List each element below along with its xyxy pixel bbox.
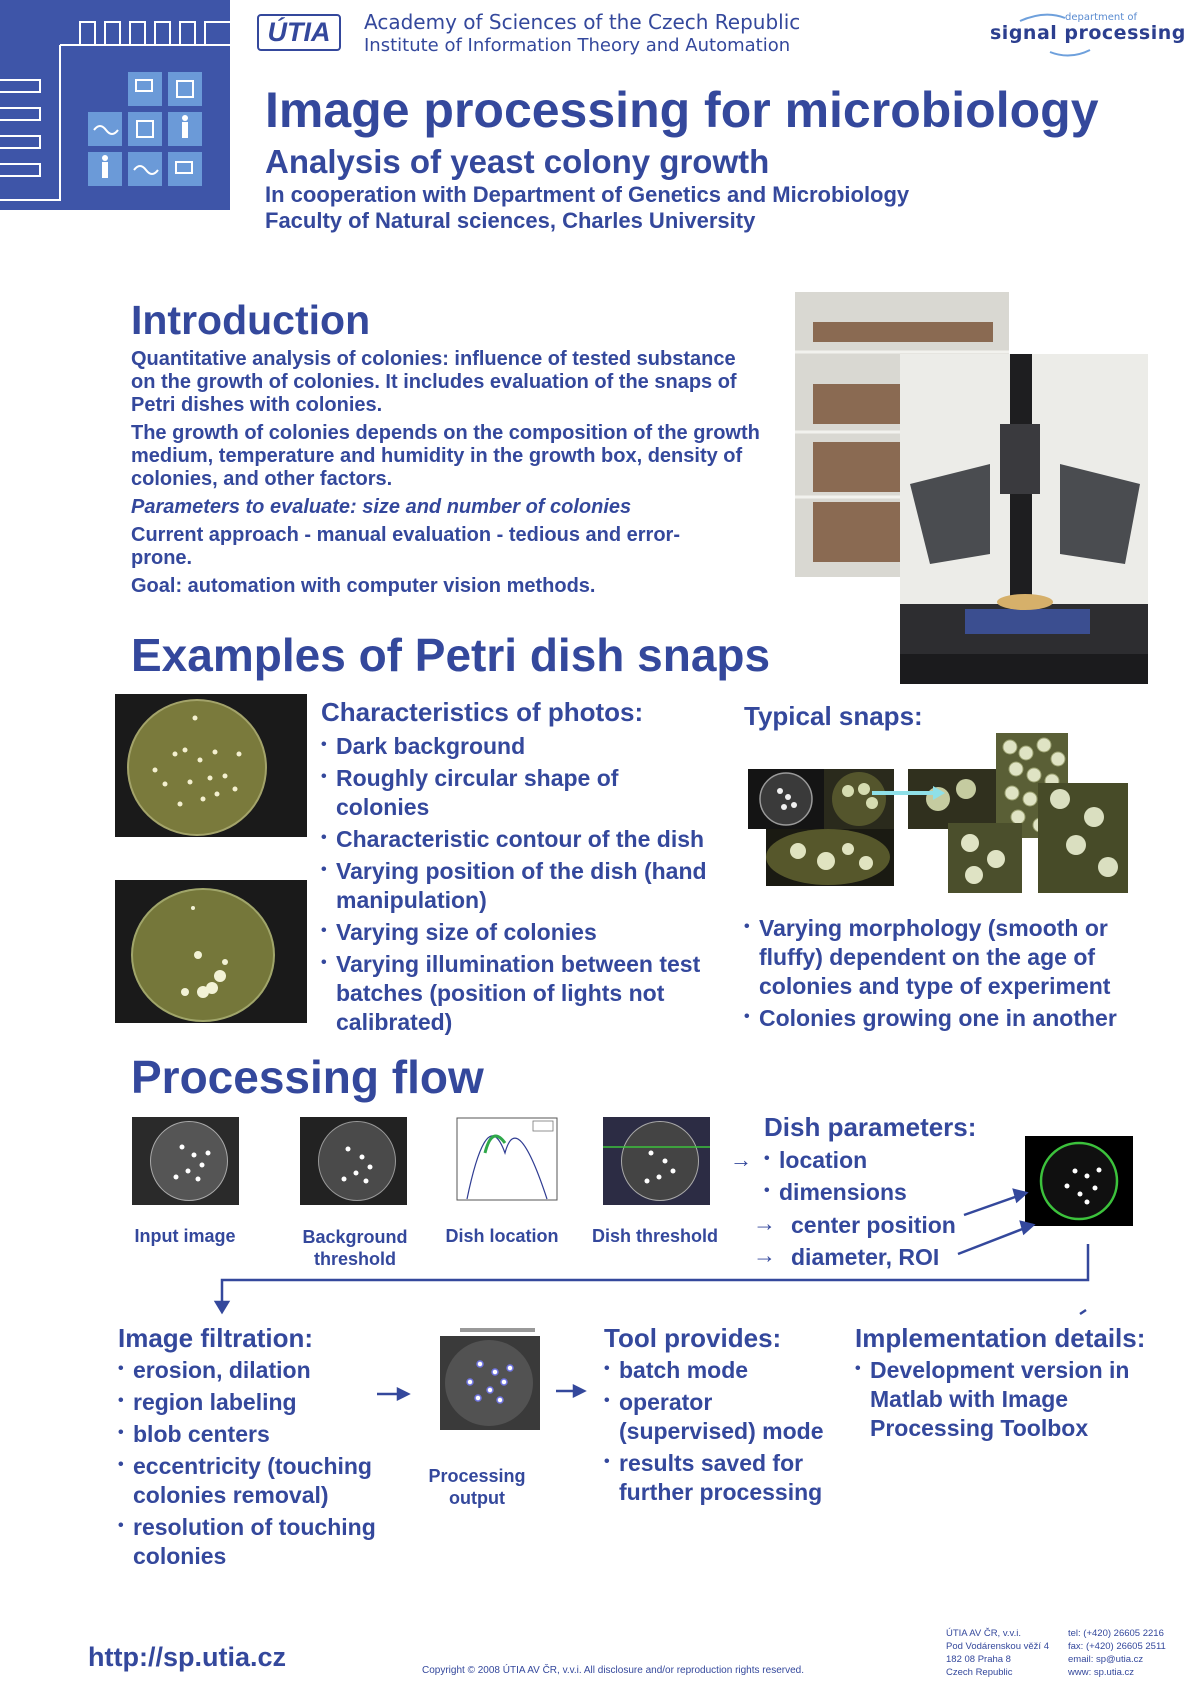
typical-snaps-heading: Typical snaps: xyxy=(744,701,923,731)
list-item: • region labeling xyxy=(118,1388,418,1417)
examples-heading: Examples of Petri dish snaps xyxy=(131,629,771,681)
footer-address xyxy=(946,1627,1049,1679)
intro-heading: Introduction xyxy=(131,297,371,343)
filtration-section xyxy=(118,1322,418,1571)
cooperation-line-2: Faculty of Natural sciences, Charles University xyxy=(265,208,756,233)
list-item: • Roughly circular shape of colonies xyxy=(321,764,656,822)
list-item: • resolution of touching colonies xyxy=(118,1513,403,1571)
list-item: • Varying size of colonies xyxy=(321,918,741,947)
flow-heading: Processing flow xyxy=(131,1051,484,1103)
list-item: • blob centers xyxy=(118,1420,418,1449)
caption-input-image: Input image xyxy=(134,1226,236,1246)
list-item: • dimensions xyxy=(764,1178,1014,1207)
footer-copyright: Copyright © 2008 ÚTIA AV ČR, v.v.i. All disclosure and/or reproduction rights reserved. xyxy=(422,1665,804,1676)
caption-background-threshold: Background threshold xyxy=(302,1227,408,1269)
list-item: • batch mode xyxy=(604,1356,844,1385)
contact-line[interactable]: www: sp.utia.cz xyxy=(1068,1667,1134,1678)
list-item: • Varying position of the dish (hand manipulation) xyxy=(321,857,741,915)
list-item: • Dark background xyxy=(321,732,741,761)
intro-paragraph-2: The growth of colonies depends on the composition of the growth medium, temperature and humidity in the growth box, density of colonies, and other factors. xyxy=(131,422,760,490)
list-item: → diameter, ROI xyxy=(753,1243,1003,1272)
list-item: • Varying morphology (smooth or fluffy) dependent on the age of colonies and type of experiment xyxy=(744,914,1144,1001)
utia-logo-text: ÚTIA xyxy=(267,17,331,47)
page-title: Image processing for microbiology xyxy=(265,82,1099,138)
list-item: • Colonies growing one in another xyxy=(744,1004,1164,1033)
contact-line: fax: (+420) 26605 2511 xyxy=(1068,1641,1166,1652)
tool-list xyxy=(604,1356,844,1507)
address-line: ÚTIA AV ČR, v.v.i. xyxy=(946,1628,1021,1639)
processing-output-thumb xyxy=(440,1328,550,1432)
list-item: • eccentricity (touching colonies removal) xyxy=(118,1452,403,1510)
address-line: Czech Republic xyxy=(946,1667,1013,1678)
institution-line-1: Academy of Sciences of the Czech Republic xyxy=(364,10,801,34)
intro-paragraph-4: Current approach - manual evaluation - tedious and error-prone. xyxy=(131,524,680,569)
dish-params-heading: Dish parameters: xyxy=(764,1112,977,1142)
implementation-heading: Implementation details: xyxy=(855,1323,1146,1353)
tool-heading: Tool provides: xyxy=(604,1323,782,1353)
page-subtitle: Analysis of yeast colony growth xyxy=(265,143,770,180)
contact-line[interactable]: email: sp@utia.cz xyxy=(1068,1654,1144,1665)
list-item: • results saved for further processing xyxy=(604,1449,844,1507)
list-item: • location xyxy=(764,1146,1014,1175)
list-item: • Development version in Matlab with Image Processing Toolbox xyxy=(855,1356,1150,1443)
list-item: • erosion, dilation xyxy=(118,1356,418,1385)
intro-paragraph-3: Parameters to evaluate: size and number of colonies xyxy=(131,496,632,518)
footer-contact xyxy=(1068,1627,1166,1679)
contact-line: tel: (+420) 26605 2216 xyxy=(1068,1628,1164,1639)
caption-dish-threshold: Dish threshold xyxy=(591,1226,718,1246)
caption-dish-location: Dish location xyxy=(445,1226,559,1246)
dept-small-text: department of xyxy=(1065,12,1137,23)
address-line: 182 08 Praha 8 xyxy=(946,1654,1011,1665)
tool-section xyxy=(604,1322,844,1507)
list-item: • Characteristic contour of the dish xyxy=(321,825,741,854)
filtration-heading: Image filtration: xyxy=(118,1323,314,1353)
address-line: Pod Vodárenskou věží 4 xyxy=(946,1641,1049,1652)
intro-paragraph-5: Goal: automation with computer vision methods. xyxy=(131,575,596,597)
list-item: → center position xyxy=(753,1211,1003,1240)
footer-url[interactable]: http://sp.utia.cz xyxy=(88,1642,286,1672)
list-item: • Varying illumination between test batches (position of lights not calibrated) xyxy=(321,950,741,1037)
filtration-list xyxy=(118,1356,418,1571)
caption-processing-output: Processing output xyxy=(428,1466,526,1508)
intro-paragraph-1: Quantitative analysis of colonies: influence of tested substance on the growth of colonies. It includes evaluation of the snaps of Petri dishes with colonies. xyxy=(131,348,737,416)
characteristics-heading: Characteristics of photos: xyxy=(321,697,644,727)
implementation-list xyxy=(855,1356,1175,1443)
institution-line-2: Institute of Information Theory and Automation xyxy=(364,35,791,56)
arrow-icon: → xyxy=(730,1147,752,1172)
implementation-section xyxy=(855,1322,1175,1443)
cooperation-line-1: In cooperation with Department of Genetics and Microbiology xyxy=(265,182,910,207)
list-item: • operator (supervised) mode xyxy=(604,1388,844,1446)
dept-name-text: signal processing xyxy=(990,22,1186,44)
